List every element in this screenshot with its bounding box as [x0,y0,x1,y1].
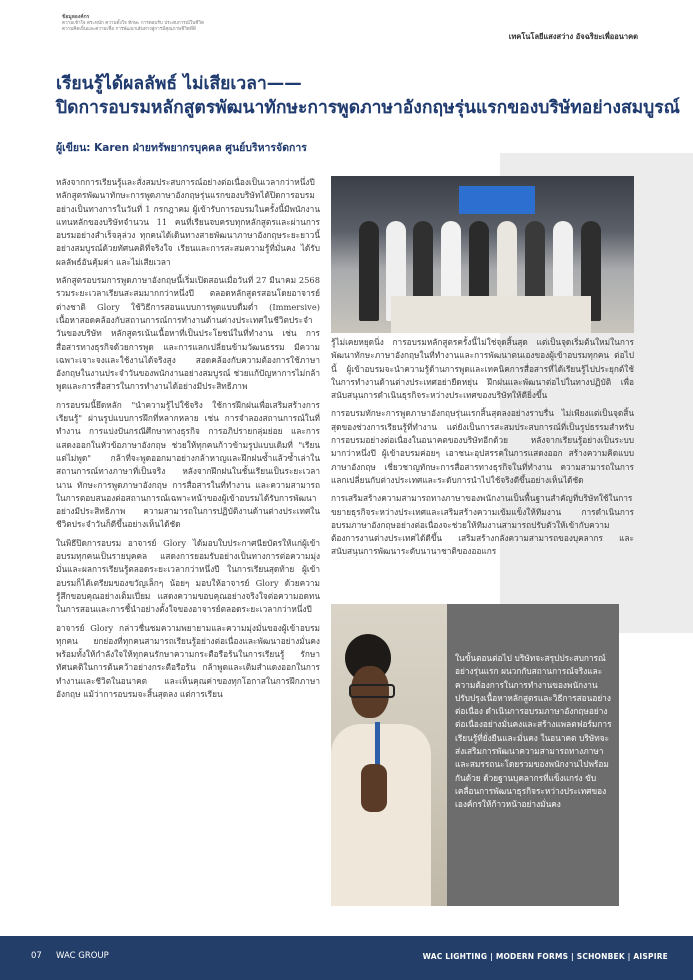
instructor-coat [331,724,431,906]
header-keywords-line2: ความคิดเห็นและความเชื่อ การพัฒนาเส้นทางสู่การมีคุณภาพชีวิตที่ดี [62,27,196,32]
article-body-right [331,336,634,601]
page-number: 07 [31,951,42,961]
highlight-box [447,604,619,906]
paragraph: หลักสูตรอบรมการพูดภาษาอังกฤษนี้เริ่มเปิดสอนเมื่อวันที่ 27 มีนาคม 2568 รวมระยะเวลาเรียนสะสมมากกว่าหนึ่งปี ตลอดหลักสูตรสอนโดยอาจารย์ต่างชาติ Glory ใช้วิธีการสอนแบบการพูดแบบดื่มด่ำ (Immersive) เนื้อหาสอดคล้องกับสถานการณ์การทำงานด้านต่างประเทศในชีวิตประจำวันของบริษัท หลักสูตรเน้นเนื้อหาที่เป็นประโยชน์ในที่ทำงาน เช่น การสื่อสารทางธุรกิจด้วยการพูด และการแลกเปลี่ยนข้ามวัฒนธรรม มีความเฉพาะเจาะจงและใช้งานได้จริงสูง สอดคล้องกับความต้องการใช้ภาษาอังกฤษในงานประจำวันของพนักงานอย่างสมบูรณ์ ช่วยแก้ปัญหาการไม่กล้าพูดและการสื่อสารในการทำงานได้อย่างมีประสิทธิภาพ [56,275,320,392]
article-title-line2: ปิดการอบรมหลักสูตรพัฒนาทักษะการพูดภาษาอังกฤษรุ่นแรกของบริษัทอย่างสมบูรณ์ [56,98,680,118]
person-figure [359,221,379,321]
paragraph: อาจารย์ Glory กล่าวชื่นชมความพยายามและความมุ่งมั่นของผู้เข้าอบรมทุกคน ยกย่องที่ทุกคนสามารถเรียนรู้อย่างต่อเนื่องและพัฒนาอย่างมั่นคง พร้อมทั้งให้กำลังใจให้ทุกคนรักษาความกระตือรือร้นในการเรียนรู้ รักษาทัศนคติในการต้นคว้าอย่างกระตือรือร้น กล้าพูดและเติมสำแดงออกในการทำงานและชีวิตในอนาคต และเห็นคุณค่าของทุกโอกาสในการฝึกภาษาอังกฤษ แม้ว่าการอบรมจะสิ้นสุดลง แต่การเรียน [56,622,320,699]
article-author: ผู้เขียน: Karen ฝ่ายทรัพยากรบุคคล ศูนย์บริหารจัดการ [56,142,307,154]
paragraph: หลังจากการเรียนรู้และสั่งสมประสบการณ์อย่างต่อเนื่องเป็นเวลากว่าหนึ่งปี หลักสูตรพัฒนาทักษะการพูดภาษาอังกฤษรุ่นแรกของบริษัทได้ปิดการอบรมอย่างเป็นทางการในวันที่ 1 กรกฎาคม ผู้เข้ารับการอบรมในครั้งนี้มีพนักงานแทนหลักของบริษัทจำนวน 11 คนที่เรียนจบครบทุกหลักสูตรและผ่านการอบรมอย่างสำเร็จลุล่วง ทุกคนได้เดินทางสายพัฒนาภาษาอังกฤษระยะยาวนี้อย่างสมบูรณ์ด้วยทัศนคติที่จริงใจ เรียนและการสะสมความรู้ที่มั่นคง ได้รับผลลัพธ์อันคุ้มค่า และไม่เสียเวลา [56,177,320,267]
paragraph: การอบรมนี้ยึดหลัก "นำความรู้ไปใช้จริง ใช้การฝึกฝนเพื่อเสริมสร้างการเรียนรู้" ผ่านรูปแบบการฝึกที่หลากหลาย เช่น การจำลองสถานการณ์ในที่ทำงาน การแบ่งปันกรณีศึกษาทางธุรกิจ การอภิปรายกลุ่มย่อย และการแสดงออกในหัวข้อภาษาอังกฤษ ช่วยให้ทุกคนก้าวข้ามรูปแบบเดิมที่ "เรียนแต่ไม่พูด" กล้าที่จะพูดออกมาอย่างกล้าหาญและฝึกฝนซ้ำแล้วซ้ำเล่าในสถานการณ์ทางภาษาที่เป็นจริง หลังจากฝึกฝนในชั้นเรียนเป็นระยะเวลานาน ทักษะการพูดภาษาอังกฤษ การสื่อสารในที่ทำงาน และความสามารถในการตอบสนองต่อสถานการณ์เฉพาะหน้าของผู้เข้าอบรมได้รับการพัฒนาอย่างมีประสิทธิภาพ ความสามารถในการปฏิบัติงานด้านต่างประเทศในชีวิตประจำวันก็ดีขึ้นอย่างเห็นได้ชัด [56,399,320,530]
footer-brand: WAC GROUP [56,951,109,961]
paragraph: รู้ไม่เคยหยุดนิ่ง การอบรมหลักสูตรครั้งนี้ไม่ใช่จุดสิ้นสุด แต่เป็นจุดเริ่มต้นใหม่ในการพัฒนาทักษะภาษาอังกฤษในที่ทำงานและการพัฒนาตนเองของผู้เข้าอบรมทุกคน ต่อไปนี้ ผู้เข้าอบรมจะนำความรู้ด้านการพูดและเทคนิคการสื่อสารที่ได้เรียนรู้ไปประยุกต์ใช้ในการทำงานด้านต่างประเทศอย่ายืดหยุ่น ฝึกฝนและพัฒนาต่อไปในทางปฏิบัติ เพื่อสนับสนุนการดำเนินธุรกิจระหว่างประเทศของบริษัทให้ดียิ่งขึ้น [331,337,634,401]
paragraph: การอบรมทักษะการพูดภาษาอังกฤษรุ่นแรกสิ้นสุดลงอย่างราบรื่น ไม่เพียงแต่เป็นจุดสิ้นสุดของช่วงการเรียนรู้ที่ทำงาน แต่ยังเป็นการสะสมประสบการณ์ที่เป็นรูปธรรมสำหรับการอบรมอย่างต่อเนื่องในอนาคตของบริษัทอีกด้วย หลังจากเรียนรู้อย่างเป็นระบบมากว่าหนึ่งปี ผู้เข้าอบรมค่อยๆ เอาชนะอุปสรรคในการแสดงออก สร้างความคิดแบบภาษาอังกฤษ เชี่ยวชาญทักษะการสื่อสารทางธุรกิจในที่ทำงาน ความสามารถในการแลกเปลี่ยนกับต่างประเทศและระดับการนำไปใช้จริงดีขึ้นอย่างเห็นได้ชัด [331,408,634,485]
instructor-hands [361,764,387,812]
page-footer [0,936,693,980]
header-section-info [62,14,292,34]
instructor-photo [331,604,447,906]
table-with-gifts [391,296,591,333]
header-tagline: เทคโนโลยีแสงสว่าง อัจฉริยะเพื่ออนาคต [508,32,638,41]
presentation-screen [459,186,535,214]
page-header [0,0,693,52]
group-photo [331,176,634,333]
header-keywords-line1: ความเข้าใจ ตระหนัก ความตั้งใจ ทักษะ การตอบรับ ประสบการณ์ในชีวิต [62,20,204,26]
article-body-left [56,176,320,928]
article-title-line1: เรียนรู้ได้ผลลัพธ์ ไม่เสียเวลา—— [56,74,302,94]
paragraph: ในพิธีปิดการอบรม อาจารย์ Glory ได้มอบใบประกาศนียบัตรให้แก่ผู้เข้าอบรมทุกคนเป็นรายบุคคล แสดงการยอมรับอย่างเป็นทางการต่อความมุ่งมั่นและผลการเรียนรู้ตลอดระยะเวลากว่าหนึ่งปี ในการเรียนสุดท้าย ผู้เข้าอบรมก็ได้เตรียมของขวัญเล็กๆ น้อยๆ มอบให้อาจารย์ Glory ด้วยความรู้สึกขอบคุณอย่างเต็มเปี่ยม แสดงความขอบคุณอย่างจริงใจต่อความอดทนในการสอนและการชี้นำอย่างตั้งใจของอาจารย์ตลอดระยะเวลากว่าหนึ่งปี [56,537,320,615]
paragraph: การเสริมสร้างความสามารถทางภาษาของพนักงานเป็นพื้นฐานสำคัญที่บริษัทใช้ในการขยายธุรกิจระหว่างประเทศและเสริมสร้างความเข้มแข็งให้ทีมงาน การดำเนินการอบรมภาษาอังกฤษอย่างต่อเนื่องจะช่วยให้ทีมงานสามารถปรับตัวให้เข้ากับความต้องการงานต่างประเทศได้ดีขึ้น เสริมสร้างกลังความสามารถของบุคลากร และสนับสนุนการพัฒนาระดับนานาชาติของออแกร [331,493,634,557]
article-headline [56,72,680,120]
highlight-text: ในขั้นตอนต่อไป บริษัทจะสรุปประสบการณ์อย่างรุ่นแรก ผนวกกับสถานการณ์จริงและความต้องการในการทำงานของพนักงาน ปรับปรุงเนื้อหาหลักสูตรและวิธีการสอนอย่างต่อเนื่อง ดำเนินการอบรมภาษาอังกฤษอย่างต่อเนื่องอย่างมั่นคงและสร้างแพลตฟอร์มการเรียนรู้ที่ยั่งยืนและมั่นคง ในอนาคต บริษัทจะส่งเสริมการพัฒนาความสามารถทางภาษาและสมรรถนะโดยรวมของพนักงานไปพร้อมกันด้วย ด้วยฐานบุคลากรที่แข็งแกร่ง ขับเคลื่อนการพัฒนาธุรกิจระหว่างประเทศของเองค์กรให้ก้าวหน้าอย่างมั่นคง [455,653,612,810]
instructor-glasses [349,684,395,698]
footer-brand-list: WAC LIGHTING | MODERN FORMS | SCHONBEK | AISPIRE [422,952,668,961]
header-section-title: ข้อมูลองค์กร [62,14,90,20]
